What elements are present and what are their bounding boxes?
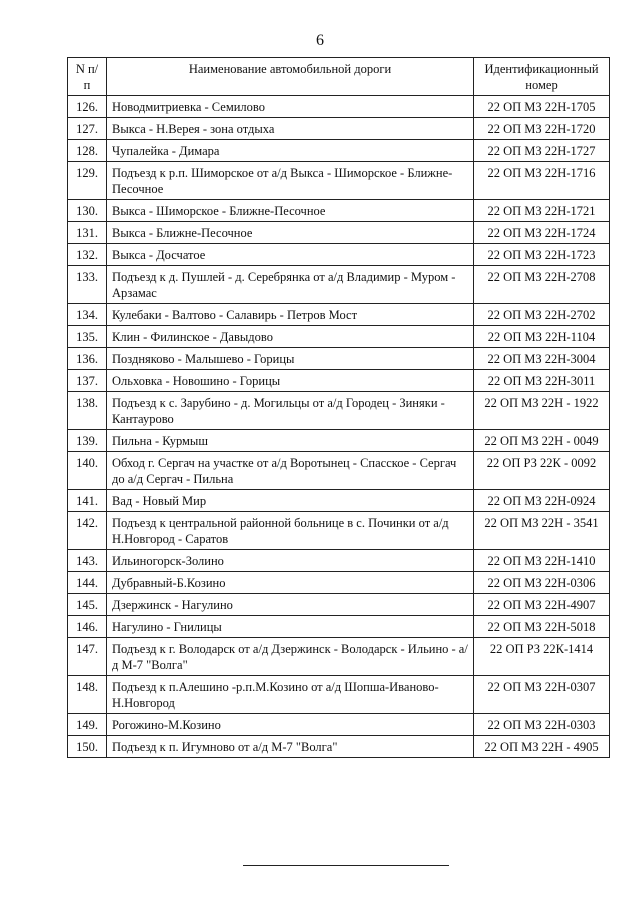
table-row bbox=[68, 392, 610, 430]
road-identifier: 22 ОП МЗ 22Н - 1922 bbox=[474, 392, 610, 430]
table-row bbox=[68, 222, 610, 244]
header-road-name: Наименование автомобильной дороги bbox=[107, 58, 474, 96]
road-name: Дзержинск - Нагулино bbox=[107, 594, 474, 616]
road-name: Дубравный-Б.Козино bbox=[107, 572, 474, 594]
table-row bbox=[68, 550, 610, 572]
page-number: 6 bbox=[316, 32, 324, 49]
header-identifier: Идентификационный номер bbox=[474, 58, 610, 96]
table-row bbox=[68, 490, 610, 512]
table-row bbox=[68, 736, 610, 758]
road-identifier: 22 ОП МЗ 22Н-2708 bbox=[474, 266, 610, 304]
row-number: 129. bbox=[68, 162, 107, 200]
road-name: Клин - Филинское - Давыдово bbox=[107, 326, 474, 348]
road-name: Чупалейка - Димара bbox=[107, 140, 474, 162]
road-identifier: 22 ОП МЗ 22Н-1724 bbox=[474, 222, 610, 244]
road-name: Новодмитриевка - Семилово bbox=[107, 96, 474, 118]
road-name: Вад - Новый Мир bbox=[107, 490, 474, 512]
row-number: 146. bbox=[68, 616, 107, 638]
road-name: Рогожино-М.Козино bbox=[107, 714, 474, 736]
road-name: Ольховка - Новошино - Горицы bbox=[107, 370, 474, 392]
road-name: Обход г. Сергач на участке от а/д Воротынец - Спасское - Сергач до а/д Сергач - Пильна bbox=[107, 452, 474, 490]
road-identifier: 22 ОП МЗ 22Н-0924 bbox=[474, 490, 610, 512]
table-row bbox=[68, 512, 610, 550]
road-name: Кулебаки - Валтово - Салавирь - Петров Мост bbox=[107, 304, 474, 326]
roads-table bbox=[67, 57, 610, 758]
row-number: 128. bbox=[68, 140, 107, 162]
road-name: Выкса - Досчатое bbox=[107, 244, 474, 266]
table-row bbox=[68, 572, 610, 594]
road-identifier: 22 ОП МЗ 22Н-2702 bbox=[474, 304, 610, 326]
row-number: 131. bbox=[68, 222, 107, 244]
row-number: 130. bbox=[68, 200, 107, 222]
road-name: Подъезд к п. Игумново от а/д М-7 "Волга" bbox=[107, 736, 474, 758]
table-row bbox=[68, 594, 610, 616]
row-number: 134. bbox=[68, 304, 107, 326]
road-name: Подъезд к с. Зарубино - д. Могильцы от а/д Городец - Зиняки - Кантаурово bbox=[107, 392, 474, 430]
road-identifier: 22 ОП МЗ 22Н-4907 bbox=[474, 594, 610, 616]
road-name: Поздняково - Малышево - Горицы bbox=[107, 348, 474, 370]
road-name: Выкса - Н.Верея - зона отдыха bbox=[107, 118, 474, 140]
road-identifier: 22 ОП МЗ 22Н-1727 bbox=[474, 140, 610, 162]
table-row bbox=[68, 348, 610, 370]
road-name: Подъезд к центральной районной больнице в с. Починки от а/д Н.Новгород - Саратов bbox=[107, 512, 474, 550]
road-identifier: 22 ОП МЗ 22Н - 3541 bbox=[474, 512, 610, 550]
row-number: 145. bbox=[68, 594, 107, 616]
table-header-row bbox=[68, 58, 610, 96]
road-identifier: 22 ОП МЗ 22Н-1716 bbox=[474, 162, 610, 200]
road-identifier: 22 ОП МЗ 22Н - 4905 bbox=[474, 736, 610, 758]
road-identifier: 22 ОП МЗ 22Н-1721 bbox=[474, 200, 610, 222]
road-identifier: 22 ОП РЗ 22К-1414 bbox=[474, 638, 610, 676]
road-name: Ильиногорск-Золино bbox=[107, 550, 474, 572]
table-row bbox=[68, 616, 610, 638]
table-row bbox=[68, 266, 610, 304]
table-row bbox=[68, 430, 610, 452]
road-identifier: 22 ОП МЗ 22Н-1720 bbox=[474, 118, 610, 140]
road-identifier: 22 ОП МЗ 22Н-0306 bbox=[474, 572, 610, 594]
row-number: 148. bbox=[68, 676, 107, 714]
table-row bbox=[68, 140, 610, 162]
table-row bbox=[68, 714, 610, 736]
road-identifier: 22 ОП МЗ 22Н-1104 bbox=[474, 326, 610, 348]
table-row bbox=[68, 304, 610, 326]
road-identifier: 22 ОП МЗ 22Н-1705 bbox=[474, 96, 610, 118]
road-identifier: 22 ОП МЗ 22Н-1410 bbox=[474, 550, 610, 572]
row-number: 135. bbox=[68, 326, 107, 348]
row-number: 127. bbox=[68, 118, 107, 140]
row-number: 141. bbox=[68, 490, 107, 512]
row-number: 147. bbox=[68, 638, 107, 676]
page-divider bbox=[243, 865, 449, 866]
road-identifier: 22 ОП МЗ 22Н-3004 bbox=[474, 348, 610, 370]
road-name: Выкса - Шиморское - Ближне-Песочное bbox=[107, 200, 474, 222]
road-name: Выкса - Ближне-Песочное bbox=[107, 222, 474, 244]
row-number: 139. bbox=[68, 430, 107, 452]
road-identifier: 22 ОП МЗ 22Н-0303 bbox=[474, 714, 610, 736]
row-number: 140. bbox=[68, 452, 107, 490]
row-number: 150. bbox=[68, 736, 107, 758]
road-identifier: 22 ОП МЗ 22Н-1723 bbox=[474, 244, 610, 266]
road-name: Подъезд к р.п. Шиморское от а/д Выкса - Шиморское - Ближне-Песочное bbox=[107, 162, 474, 200]
road-identifier: 22 ОП МЗ 22Н-0307 bbox=[474, 676, 610, 714]
table-row bbox=[68, 326, 610, 348]
row-number: 149. bbox=[68, 714, 107, 736]
table-row bbox=[68, 638, 610, 676]
table-row bbox=[68, 162, 610, 200]
table-row bbox=[68, 118, 610, 140]
row-number: 126. bbox=[68, 96, 107, 118]
road-name: Подъезд к г. Володарск от а/д Дзержинск - Володарск - Ильино - а/д М-7 "Волга" bbox=[107, 638, 474, 676]
road-name: Подъезд к д. Пушлей - д. Серебрянка от а/д Владимир - Муром - Арзамас bbox=[107, 266, 474, 304]
table-row bbox=[68, 244, 610, 266]
table-row bbox=[68, 452, 610, 490]
row-number: 133. bbox=[68, 266, 107, 304]
table-row bbox=[68, 676, 610, 714]
road-identifier: 22 ОП РЗ 22К - 0092 bbox=[474, 452, 610, 490]
row-number: 143. bbox=[68, 550, 107, 572]
table-row bbox=[68, 96, 610, 118]
road-identifier: 22 ОП МЗ 22Н-3011 bbox=[474, 370, 610, 392]
table-row bbox=[68, 370, 610, 392]
row-number: 132. bbox=[68, 244, 107, 266]
road-identifier: 22 ОП МЗ 22Н - 0049 bbox=[474, 430, 610, 452]
table-row bbox=[68, 200, 610, 222]
row-number: 144. bbox=[68, 572, 107, 594]
road-name: Подъезд к п.Алешино -р.п.М.Козино от а/д Шопша-Иваново-Н.Новгород bbox=[107, 676, 474, 714]
row-number: 142. bbox=[68, 512, 107, 550]
road-name: Нагулино - Гнилицы bbox=[107, 616, 474, 638]
road-name: Пильна - Курмыш bbox=[107, 430, 474, 452]
row-number: 137. bbox=[68, 370, 107, 392]
row-number: 136. bbox=[68, 348, 107, 370]
road-identifier: 22 ОП МЗ 22Н-5018 bbox=[474, 616, 610, 638]
row-number: 138. bbox=[68, 392, 107, 430]
header-number: N п/п bbox=[68, 58, 107, 96]
